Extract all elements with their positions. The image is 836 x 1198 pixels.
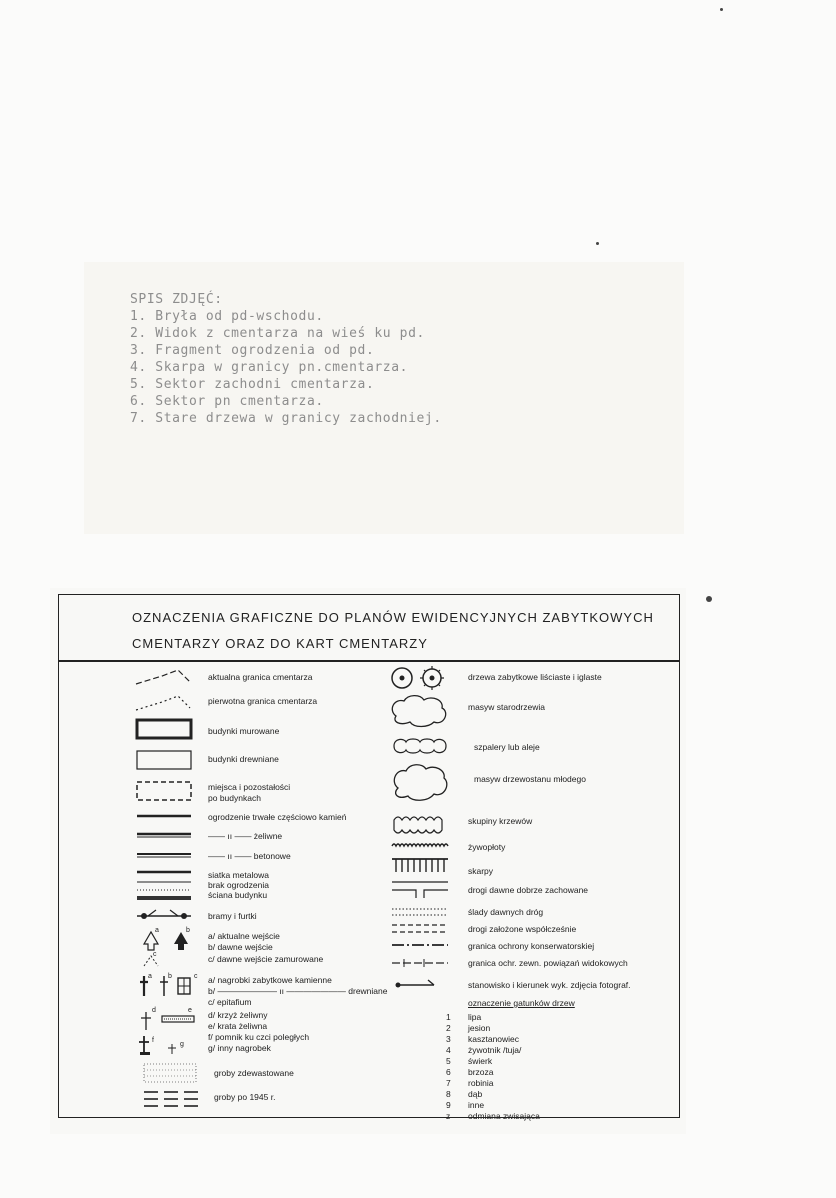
symbol-letter: a xyxy=(155,927,159,934)
species-number: 7 xyxy=(446,1078,451,1088)
conservation-boundary-icon xyxy=(388,940,452,950)
symbol-letter: e xyxy=(188,1007,192,1014)
historic-trees-icon xyxy=(388,662,452,692)
scan-speck xyxy=(720,8,723,11)
legend-label: e/ krata żeliwna xyxy=(208,1021,268,1031)
legend-label: skupiny krzewów xyxy=(468,816,533,826)
old-road-icon xyxy=(388,878,452,900)
hedge-icon xyxy=(388,840,452,852)
species-number: 5 xyxy=(446,1056,451,1066)
legend-label: granica ochrony konserwatorskiej xyxy=(468,941,595,951)
legend-label: groby zdewastowane xyxy=(214,1068,294,1078)
species-name: jesion xyxy=(468,1023,491,1033)
legend-label: a/ aktualne wejście xyxy=(208,931,280,941)
shrub-clusters-icon xyxy=(388,810,452,838)
legend-label: szpalery lub aleje xyxy=(474,742,540,752)
species-number: 1 xyxy=(446,1012,451,1022)
species-number: 3 xyxy=(446,1034,451,1044)
legend-label: ściana budynku xyxy=(208,890,268,900)
species-name: żywotnik /tuja/ xyxy=(468,1045,522,1055)
species-name: brzoza xyxy=(468,1067,494,1077)
species-name: świerk xyxy=(468,1056,493,1066)
photo-list-item: 2. Widok z cmentarza na wieś ku pd. xyxy=(130,326,425,341)
view-protection-boundary-icon xyxy=(388,956,452,970)
photo-list-item: 5. Sektor zachodni cmentarza. xyxy=(130,377,375,392)
photo-list-item: 7. Stare drzewa w granicy zachodniej. xyxy=(130,411,442,426)
legend-label: c/ epitafium xyxy=(208,997,252,1007)
legend-label: drogi dawne dobrze zachowane xyxy=(468,885,589,895)
symbol-letter: d xyxy=(152,1007,156,1014)
photo-list-item: 3. Fragment ogrodzenia od pd. xyxy=(130,343,375,358)
species-name: inne xyxy=(468,1100,485,1110)
building-remains-icon xyxy=(134,778,194,806)
grave-marker-icons xyxy=(138,974,198,1060)
scan-speck xyxy=(706,596,712,602)
legend-label: po budynkach xyxy=(208,793,261,803)
legend-label: c/ dawne wejście zamurowane xyxy=(208,954,324,964)
legend-label: stanowisko i kierunek wyk. zdjęcia fotograf. xyxy=(468,980,631,990)
post-1945-graves-icon xyxy=(142,1088,202,1114)
symbol-letter: c xyxy=(153,951,157,958)
legend-label: budynki murowane xyxy=(208,726,280,736)
species-name: lipa xyxy=(468,1012,482,1022)
legend-label: budynki drewniane xyxy=(208,754,279,764)
legend-label: aktualna granica cmentarza xyxy=(208,672,313,682)
legend-label: masyw starodrzewia xyxy=(468,702,545,712)
legend-label: miejsca i pozostałości xyxy=(208,782,291,792)
photo-list-item: 6. Sektor pn cmentarza. xyxy=(130,394,324,409)
photo-list-card xyxy=(84,262,684,534)
photo-position-icon xyxy=(388,976,452,992)
species-number: 9 xyxy=(446,1100,451,1110)
legend-label: brak ogrodzenia xyxy=(208,880,269,890)
species-name: dąb xyxy=(468,1089,483,1099)
legend-label: ślady dawnych dróg xyxy=(468,907,544,917)
species-number: 4 xyxy=(446,1045,451,1055)
legend-title-line-1: OZNACZENIA GRAFICZNE DO PLANÓW EWIDENCYJNYCH ZABYTKOWYCH xyxy=(132,610,654,625)
gate-icon xyxy=(134,906,194,924)
legend-label: f/ pomnik ku czci poległych xyxy=(208,1032,310,1042)
legend-divider xyxy=(58,660,680,662)
symbol-letter: f xyxy=(152,1037,154,1044)
species-number: 6 xyxy=(446,1067,451,1077)
symbol-letter: g xyxy=(180,1041,184,1048)
legend-title-line-2: CMENTARZY ORAZ DO KART CMENTARZY xyxy=(132,636,428,651)
legend-label: —— ıı —— żeliwne xyxy=(208,831,283,841)
legend-label: żywopłoty xyxy=(468,842,506,852)
devastated-graves-icon xyxy=(142,1062,198,1084)
legend-label: ogrodzenie trwałe częściowo kamień xyxy=(208,812,347,822)
symbol-letter: b xyxy=(186,927,190,934)
legend-label: siatka metalowa xyxy=(208,870,269,880)
legend-label: drogi założone współcześnie xyxy=(468,924,577,934)
escarpment-icon xyxy=(388,856,452,876)
brick-building-icon xyxy=(134,716,194,744)
legend-sheet xyxy=(50,588,686,1134)
wire-fence-symbols xyxy=(134,880,194,904)
legend-label: groby po 1945 r. xyxy=(214,1092,276,1102)
species-name: robinia xyxy=(468,1078,494,1088)
road-traces-icon xyxy=(388,906,452,918)
legend-label: bramy i furtki xyxy=(208,911,257,921)
legend-label: skarpy xyxy=(468,866,494,876)
symbol-letter: b xyxy=(168,973,172,980)
symbol-letter: a xyxy=(148,973,152,980)
modern-road-icon xyxy=(388,922,452,936)
legend-label: —— ıı —— betonowe xyxy=(208,851,291,861)
legend-label: g/ inny nagrobek xyxy=(208,1043,271,1053)
legend-label: a/ nagrobki zabytkowe kamienne xyxy=(208,975,332,985)
species-name: kasztanowiec xyxy=(468,1034,520,1044)
legend-label: b/ ——————— ıı ——————— drewniane xyxy=(208,986,388,996)
legend-label: masyw drzewostanu młodego xyxy=(474,774,586,784)
photo-list-heading: SPIS ZDJĘĆ: xyxy=(130,292,223,307)
species-number: 8 xyxy=(446,1089,451,1099)
fence-line-symbols xyxy=(134,810,194,880)
legend-label: d/ krzyż żeliwny xyxy=(208,1010,268,1020)
legend-label: drzewa zabytkowe liściaste i iglaste xyxy=(468,672,602,682)
photo-list-item: 1. Bryła od pd-wschodu. xyxy=(130,309,324,324)
symbol-letter: c xyxy=(194,973,198,980)
species-number: z xyxy=(446,1111,451,1121)
legend-label: b/ dawne wejście xyxy=(208,942,273,952)
tree-alley-icon xyxy=(388,734,452,758)
scan-speck xyxy=(596,242,599,245)
photo-list-item: 4. Skarpa w granicy pn.cmentarza. xyxy=(130,360,409,375)
legend-label: granica ochr. zewn. powiązań widokowych xyxy=(468,958,628,968)
species-name: odmiana zwisająca xyxy=(468,1111,540,1121)
species-heading: oznaczenie gatunków drzew xyxy=(468,998,575,1008)
species-number: 2 xyxy=(446,1023,451,1033)
wooden-building-icon xyxy=(134,748,194,774)
old-tree-mass-icon xyxy=(388,692,452,730)
legend-label: pierwotna granica cmentarza xyxy=(208,696,318,706)
young-tree-mass-icon xyxy=(388,760,452,806)
